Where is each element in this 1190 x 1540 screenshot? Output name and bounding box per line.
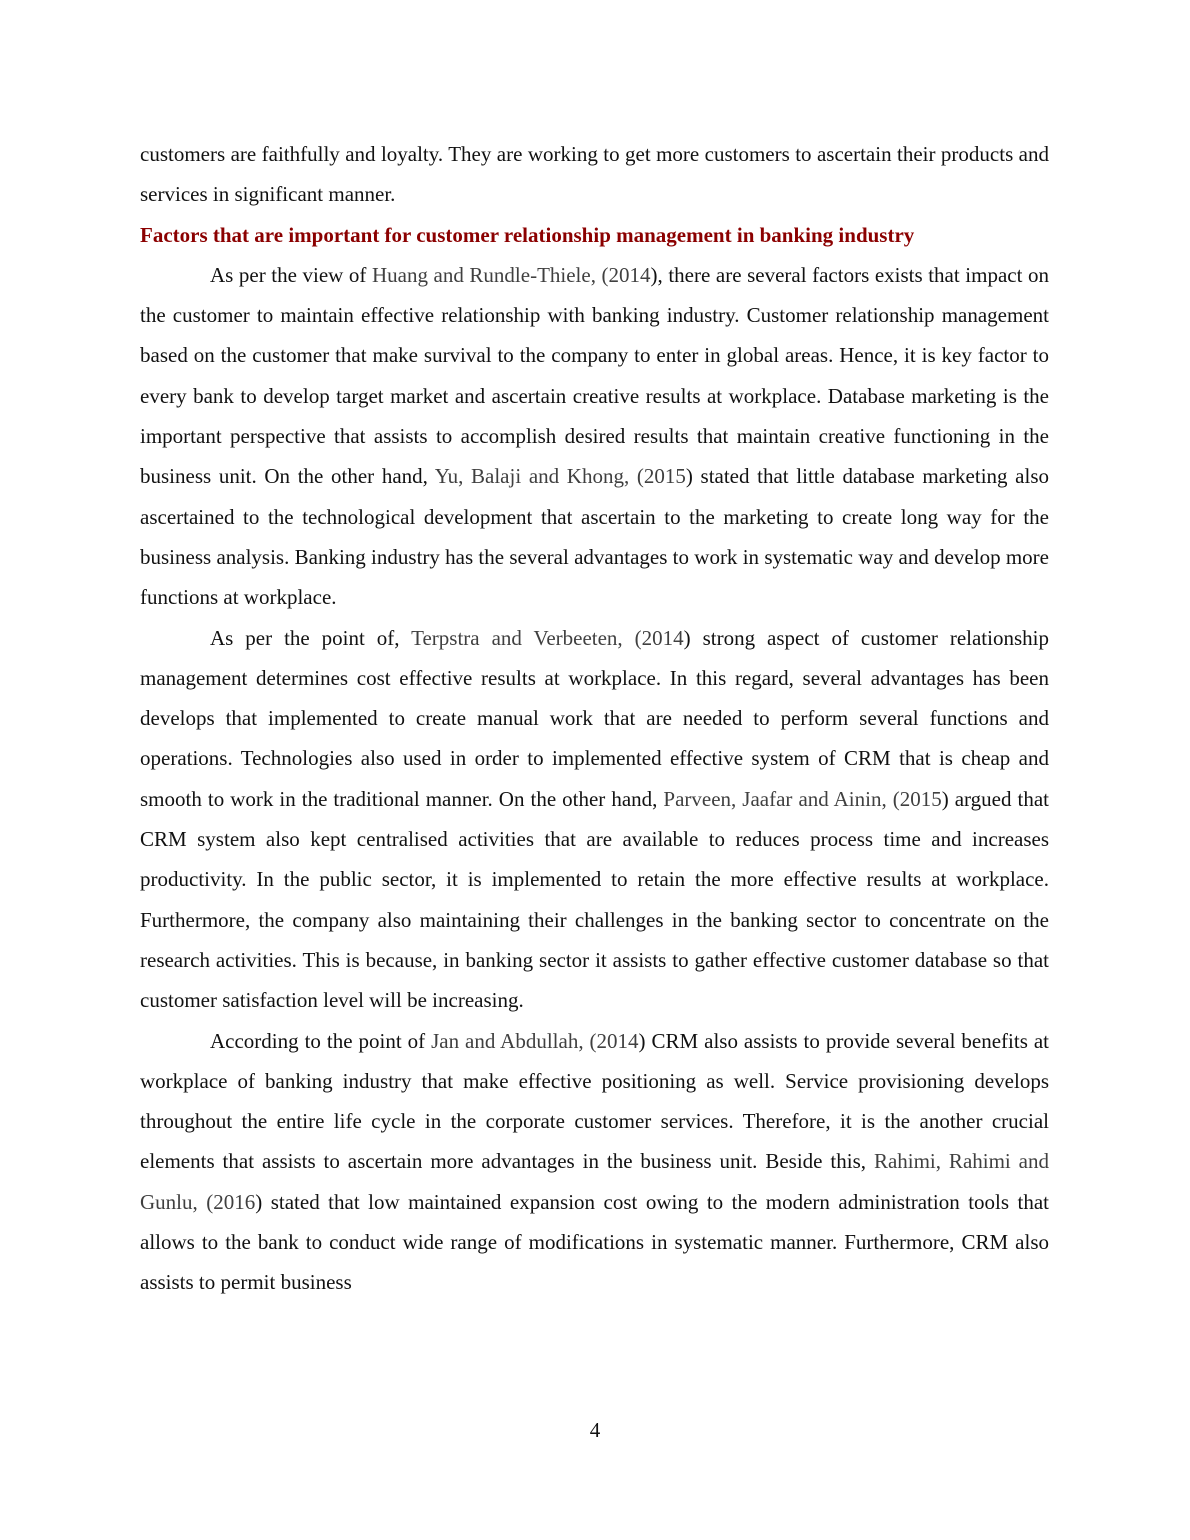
citation-parveen-jaafar-ainin: Parveen, Jaafar and Ainin, (2015 xyxy=(663,786,942,811)
citation-yu-balaji-khong: Yu, Balaji and Khong, (2015 xyxy=(434,464,686,489)
citation-huang-rundle-thiele: Huang and Rundle-Thiele, (2014 xyxy=(371,262,651,287)
paragraph-3 xyxy=(140,1021,1049,1303)
paragraph-2-text-1: As per the point of, xyxy=(210,625,412,650)
paragraph-1-text-2: ), there are several factors exists that impact on the customer to maintain effective relationship with banking industry. Customer relationship management based on the customer that make survival to the company to enter in global areas. Hence, it is key factor to every bank to develop target market and ascertain creative results at workplace. Database marketing is the important perspective that assists to accomplish desired results that maintain creative functioning in the business unit. On the other hand, xyxy=(140,262,1049,489)
paragraph-2 xyxy=(140,618,1049,1021)
section-heading: Factors that are important for customer relationship management in banking industry xyxy=(140,222,915,247)
paragraph-2-text-3: ) argued that CRM system also kept centralised activities that are available to reduces process time and increases productivity. In the public sector, it is implemented to retain the more effective results at workplace. Furthermore, the company also maintaining their challenges in the banking sector to concentrate on the research activities. This is because, in banking sector it assists to gather effective customer database so that customer satisfaction level will be increasing. xyxy=(140,786,1049,1013)
citation-terpstra-verbeeten: Terpstra and Verbeeten, (2014 xyxy=(411,625,684,650)
paragraph-3-text-3: ) stated that low maintained expansion cost owing to the modern administration tools that allows to the bank to conduct wide range of modifications in systematic manner. Furthermore, CRM also assists to permit business xyxy=(140,1189,1049,1295)
paragraph-1-text-1: As per the view of xyxy=(210,262,372,287)
paragraph-continued: customers are faithfully and loyalty. They are working to get more customers to ascertain their products and services in significant manner. xyxy=(140,142,1049,207)
paragraph-1 xyxy=(140,255,1049,618)
paragraph-3-text-2: ) CRM also assists to provide several benefits at workplace of banking industry that make effective positioning as well. Service provisioning develops throughout the entire life cycle in the corporate customer services. Therefore, it is the another crucial elements that assists to ascertain more advantages in the business unit. Beside this, xyxy=(140,1028,1049,1174)
citation-jan-abdullah: Jan and Abdullah, (2014 xyxy=(431,1028,639,1053)
page-number: 4 xyxy=(589,1418,601,1442)
paragraph-3-text-1: According to the point of xyxy=(210,1028,432,1053)
paragraph-1-text-3: ) stated that little database marketing also ascertained to the technological development that ascertain to the marketing to create long way for the business analysis. Banking industry has the several advantages to work in systematic way and develop more functions at workplace. xyxy=(140,464,1050,610)
document-body xyxy=(140,134,1049,1303)
citation-rahimi-rahimi-gunlu: Rahimi, Rahimi and Gunlu, (2016 xyxy=(140,1149,1050,1214)
paragraph-2-text-2: ) strong aspect of customer relationship management determines cost effective results at workplace. In this regard, several advantages has been develops that implemented to create manual work that are needed to perform several functions and operations. Technologies also used in order to implemented effective system of CRM that is cheap and smooth to work in the traditional manner. On the other hand, xyxy=(140,625,1049,811)
